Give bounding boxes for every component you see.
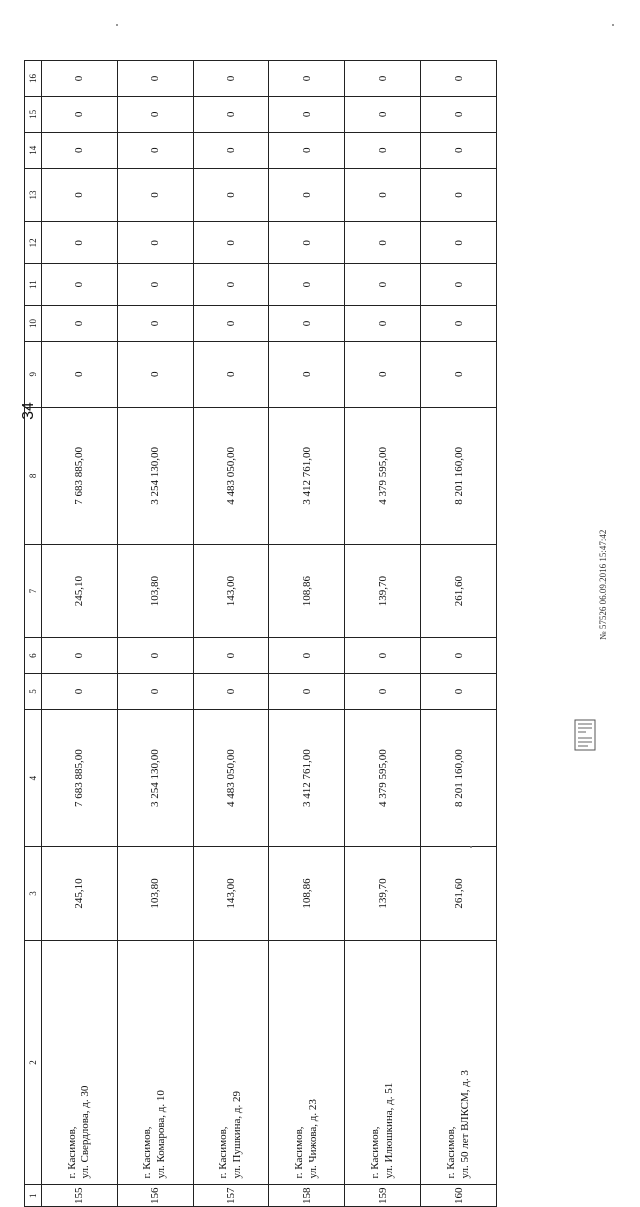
value-cell: 0 [42,341,118,407]
page-number: 34 [19,402,37,420]
value-cell: 0 [117,341,193,407]
value-cell: 0 [117,674,193,710]
data-table [24,60,497,1207]
address-street: ул. Комарова, д. 10 [155,1090,168,1179]
value-cell: 0 [345,132,421,168]
column-header: 15 [25,96,42,132]
address-city: г. Касимов, [141,1126,154,1179]
address-city: г. Касимов, [217,1126,230,1179]
row-number: 158 [269,1185,345,1207]
address-street: ул. 50 лет ВЛКСМ, д. 3 [458,1070,471,1179]
table-row [117,61,193,1207]
value-cell: 0 [269,96,345,132]
value-cell: 0 [345,341,421,407]
scan-speck [116,24,118,26]
address-city: г. Касимов, [444,1126,457,1179]
value-cell: 0 [269,264,345,306]
value-cell: 7 683 885,00 [42,407,118,544]
value-cell: 0 [193,96,269,132]
value-cell: 8 201 160,00 [421,407,497,544]
table-row [345,61,421,1207]
scan-speck [470,846,472,848]
value-cell: 139,70 [345,545,421,638]
row-number: 159 [345,1185,421,1207]
value-cell: 0 [421,132,497,168]
value-cell: 245,10 [42,545,118,638]
table-row [421,61,497,1207]
value-cell: 108,86 [269,847,345,940]
value-cell: 0 [345,96,421,132]
value-cell: 0 [193,264,269,306]
value-cell: 0 [345,306,421,342]
value-cell: 0 [117,306,193,342]
value-cell: 0 [117,96,193,132]
value-cell: 0 [269,61,345,97]
value-cell: 0 [193,306,269,342]
value-cell: 0 [193,222,269,264]
value-cell: 0 [345,61,421,97]
row-number: 160 [421,1185,497,1207]
column-header: 6 [25,638,42,674]
value-cell: 261,60 [421,847,497,940]
value-cell: 0 [421,168,497,222]
value-cell: 4 483 050,00 [193,407,269,544]
value-cell: 245,10 [42,847,118,940]
column-header: 4 [25,709,42,846]
value-cell: 4 483 050,00 [193,709,269,846]
column-header: 14 [25,132,42,168]
value-cell: 0 [421,222,497,264]
value-cell: 0 [269,132,345,168]
address-street: ул. Свердлова, д. 30 [79,1085,92,1179]
address-street: ул. Илюшкина, д. 51 [382,1082,395,1179]
value-cell: 0 [269,168,345,222]
value-cell: 0 [42,168,118,222]
value-cell: 0 [42,132,118,168]
address-city: г. Касимов, [368,1126,381,1179]
value-cell: 0 [193,674,269,710]
row-number: 155 [42,1185,118,1207]
value-cell: 0 [345,264,421,306]
value-cell: 0 [193,132,269,168]
value-cell: 0 [42,222,118,264]
column-header: 9 [25,341,42,407]
column-header: 7 [25,545,42,638]
value-cell: 0 [269,306,345,342]
header-row [25,61,42,1207]
address-cell [117,940,193,1185]
value-cell: 0 [117,132,193,168]
address-cell [421,940,497,1185]
value-cell: 3 412 761,00 [269,709,345,846]
value-cell: 0 [117,264,193,306]
column-header: 11 [25,264,42,306]
table-row [42,61,118,1207]
column-header: 12 [25,222,42,264]
column-header: 5 [25,674,42,710]
value-cell: 143,00 [193,847,269,940]
address-cell [42,940,118,1185]
column-header: 1 [25,1185,42,1207]
value-cell: 4 379 595,00 [345,709,421,846]
value-cell: 0 [269,638,345,674]
value-cell: 0 [42,638,118,674]
value-cell: 0 [421,638,497,674]
value-cell: 0 [117,222,193,264]
value-cell: 0 [117,168,193,222]
value-cell: 3 412 761,00 [269,407,345,544]
value-cell: 0 [421,306,497,342]
data-table-wrapper [24,60,497,1207]
value-cell: 8 201 160,00 [421,709,497,846]
value-cell: 0 [117,638,193,674]
value-cell: 108,86 [269,545,345,638]
column-header: 13 [25,168,42,222]
value-cell: 143,00 [193,545,269,638]
address-city: г. Касимов, [65,1126,78,1179]
value-cell: 3 254 130,00 [117,709,193,846]
row-number: 157 [193,1185,269,1207]
row-number: 156 [117,1185,193,1207]
value-cell: 0 [193,638,269,674]
value-cell: 0 [421,674,497,710]
registration-stamp: № 57526 06.09.2016 15:47:42 [598,529,608,640]
address-street: ул. Чижова, д. 23 [306,1099,319,1179]
table-row [193,61,269,1207]
value-cell: 139,70 [345,847,421,940]
table-body [42,61,497,1207]
column-header: 16 [25,61,42,97]
value-cell: 0 [345,222,421,264]
table-row [269,61,345,1207]
value-cell: 0 [42,264,118,306]
value-cell: 0 [42,306,118,342]
scan-speck [612,24,614,26]
address-cell [269,940,345,1185]
value-cell: 4 379 595,00 [345,407,421,544]
column-header: 8 [25,407,42,544]
value-cell: 0 [421,96,497,132]
value-cell: 0 [269,674,345,710]
value-cell: 261,60 [421,545,497,638]
value-cell: 0 [345,168,421,222]
value-cell: 0 [269,341,345,407]
value-cell: 103,80 [117,847,193,940]
value-cell: 0 [421,341,497,407]
value-cell: 0 [193,168,269,222]
value-cell: 7 683 885,00 [42,709,118,846]
value-cell: 103,80 [117,545,193,638]
emblem-icon [572,718,598,752]
value-cell: 0 [193,341,269,407]
value-cell: 0 [345,638,421,674]
address-street: ул. Пушкина, д. 29 [231,1090,244,1179]
value-cell: 0 [193,61,269,97]
value-cell: 0 [42,674,118,710]
value-cell: 0 [345,674,421,710]
value-cell: 0 [42,61,118,97]
value-cell: 0 [421,61,497,97]
value-cell: 0 [269,222,345,264]
address-cell [193,940,269,1185]
value-cell: 0 [117,61,193,97]
column-header: 2 [25,940,42,1185]
value-cell: 0 [42,96,118,132]
address-city: г. Касимов, [293,1126,306,1179]
value-cell: 0 [421,264,497,306]
address-cell [345,940,421,1185]
value-cell: 3 254 130,00 [117,407,193,544]
column-header: 3 [25,847,42,940]
column-header: 10 [25,306,42,342]
